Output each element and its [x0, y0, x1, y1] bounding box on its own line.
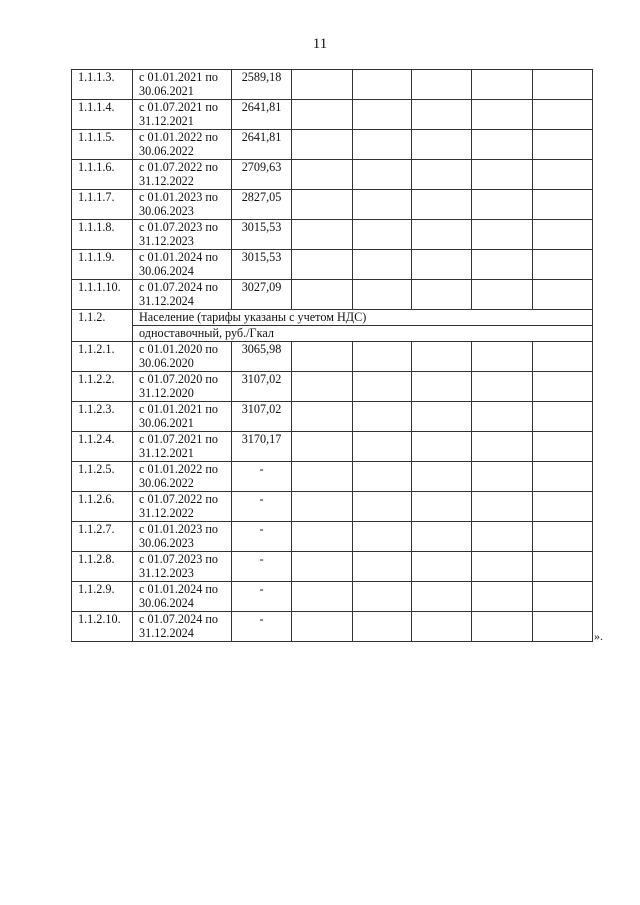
empty-cell — [533, 492, 593, 522]
row-value: 3107,02 — [232, 402, 292, 432]
empty-cell — [412, 522, 472, 552]
section-subtitle-row — [72, 326, 593, 342]
row-number: 1.1.2.7. — [72, 522, 133, 552]
table-row — [72, 402, 593, 432]
empty-cell — [533, 250, 593, 280]
empty-cell — [292, 612, 353, 642]
empty-cell — [412, 582, 472, 612]
row-period: с 01.01.2023 по 30.06.2023 — [133, 190, 232, 220]
section-subtitle: одноставочный, руб./Гкал — [133, 326, 593, 342]
table-row — [72, 372, 593, 402]
empty-cell — [472, 372, 533, 402]
row-number: 1.1.2.9. — [72, 582, 133, 612]
table-row — [72, 582, 593, 612]
empty-cell — [353, 342, 412, 372]
empty-cell — [412, 612, 472, 642]
row-number: 1.1.1.3. — [72, 70, 133, 100]
row-period: с 01.01.2024 по 30.06.2024 — [133, 582, 232, 612]
empty-cell — [412, 552, 472, 582]
table-row — [72, 522, 593, 552]
row-number: 1.1.2.10. — [72, 612, 133, 642]
empty-cell — [533, 160, 593, 190]
empty-cell — [533, 552, 593, 582]
empty-cell — [472, 522, 533, 552]
empty-cell — [292, 220, 353, 250]
empty-cell — [353, 462, 412, 492]
row-number: 1.1.2.6. — [72, 492, 133, 522]
empty-cell — [412, 432, 472, 462]
empty-cell — [533, 100, 593, 130]
row-value: 2709,63 — [232, 160, 292, 190]
page-number: 11 — [312, 36, 328, 52]
empty-cell — [292, 402, 353, 432]
empty-cell — [533, 280, 593, 310]
row-value: - — [232, 552, 292, 582]
section-title: Население (тарифы указаны с учетом НДС) — [133, 310, 593, 326]
table-row — [72, 612, 593, 642]
empty-cell — [472, 280, 533, 310]
empty-cell — [533, 402, 593, 432]
empty-cell — [472, 462, 533, 492]
table-row — [72, 280, 593, 310]
section-population — [72, 310, 593, 342]
row-number: 1.1.1.9. — [72, 250, 133, 280]
empty-cell — [412, 492, 472, 522]
table-row — [72, 432, 593, 462]
row-period: с 01.01.2022 по 30.06.2022 — [133, 130, 232, 160]
row-period: с 01.01.2023 по 30.06.2023 — [133, 522, 232, 552]
empty-cell — [472, 402, 533, 432]
row-value: - — [232, 462, 292, 492]
row-period: с 01.07.2023 по 31.12.2023 — [133, 552, 232, 582]
row-period: с 01.07.2024 по 31.12.2024 — [133, 280, 232, 310]
row-period: с 01.01.2022 по 30.06.2022 — [133, 462, 232, 492]
empty-cell — [533, 342, 593, 372]
table-row — [72, 70, 593, 100]
empty-cell — [472, 552, 533, 582]
empty-cell — [353, 552, 412, 582]
row-number: 1.1.2.1. — [72, 342, 133, 372]
empty-cell — [292, 100, 353, 130]
row-value: 3170,17 — [232, 432, 292, 462]
section-number: 1.1.2. — [72, 310, 133, 342]
empty-cell — [412, 190, 472, 220]
row-value: 2641,81 — [232, 130, 292, 160]
row-value: - — [232, 492, 292, 522]
row-period: с 01.07.2023 по 31.12.2023 — [133, 220, 232, 250]
empty-cell — [472, 582, 533, 612]
empty-cell — [292, 552, 353, 582]
table-row — [72, 552, 593, 582]
empty-cell — [472, 100, 533, 130]
table-row — [72, 492, 593, 522]
empty-cell — [533, 522, 593, 552]
empty-cell — [412, 462, 472, 492]
row-period: с 01.07.2021 по 31.12.2021 — [133, 432, 232, 462]
empty-cell — [292, 190, 353, 220]
empty-cell — [472, 492, 533, 522]
row-period: с 01.07.2024 по 31.12.2024 — [133, 612, 232, 642]
empty-cell — [353, 100, 412, 130]
tariff-rows-group-2 — [72, 342, 593, 642]
empty-cell — [472, 160, 533, 190]
row-period: с 01.07.2022 по 31.12.2022 — [133, 160, 232, 190]
row-number: 1.1.2.5. — [72, 462, 133, 492]
empty-cell — [353, 582, 412, 612]
empty-cell — [412, 160, 472, 190]
empty-cell — [292, 372, 353, 402]
empty-cell — [353, 130, 412, 160]
row-period: с 01.01.2020 по 30.06.2020 — [133, 342, 232, 372]
row-period: с 01.01.2024 по 30.06.2024 — [133, 250, 232, 280]
empty-cell — [533, 70, 593, 100]
empty-cell — [292, 522, 353, 552]
empty-cell — [533, 432, 593, 462]
row-number: 1.1.1.5. — [72, 130, 133, 160]
empty-cell — [412, 70, 472, 100]
row-number: 1.1.2.8. — [72, 552, 133, 582]
row-value: 3027,09 — [232, 280, 292, 310]
row-period: с 01.01.2021 по 30.06.2021 — [133, 402, 232, 432]
empty-cell — [412, 402, 472, 432]
closing-quote: ». — [594, 629, 603, 643]
row-period: с 01.07.2021 по 31.12.2021 — [133, 100, 232, 130]
table-row — [72, 220, 593, 250]
row-period: с 01.07.2022 по 31.12.2022 — [133, 492, 232, 522]
row-value: 3015,53 — [232, 220, 292, 250]
empty-cell — [292, 432, 353, 462]
empty-cell — [292, 280, 353, 310]
empty-cell — [353, 160, 412, 190]
empty-cell — [412, 372, 472, 402]
row-number: 1.1.1.7. — [72, 190, 133, 220]
row-number: 1.1.1.8. — [72, 220, 133, 250]
row-period: с 01.01.2021 по 30.06.2021 — [133, 70, 232, 100]
empty-cell — [353, 250, 412, 280]
empty-cell — [533, 462, 593, 492]
empty-cell — [292, 250, 353, 280]
empty-cell — [412, 250, 472, 280]
table-row — [72, 160, 593, 190]
empty-cell — [533, 372, 593, 402]
row-value: - — [232, 522, 292, 552]
empty-cell — [412, 280, 472, 310]
row-number: 1.1.2.2. — [72, 372, 133, 402]
tariff-table — [71, 69, 593, 642]
empty-cell — [472, 612, 533, 642]
row-number: 1.1.1.4. — [72, 100, 133, 130]
empty-cell — [353, 612, 412, 642]
empty-cell — [353, 522, 412, 552]
empty-cell — [472, 190, 533, 220]
empty-cell — [472, 250, 533, 280]
table-row — [72, 130, 593, 160]
empty-cell — [472, 342, 533, 372]
row-value: 2827,05 — [232, 190, 292, 220]
empty-cell — [292, 70, 353, 100]
row-value: 3065,98 — [232, 342, 292, 372]
row-number: 1.1.1.10. — [72, 280, 133, 310]
empty-cell — [412, 220, 472, 250]
empty-cell — [353, 220, 412, 250]
empty-cell — [472, 130, 533, 160]
table-row — [72, 100, 593, 130]
empty-cell — [292, 342, 353, 372]
empty-cell — [412, 100, 472, 130]
row-value: - — [232, 612, 292, 642]
row-value: 3107,02 — [232, 372, 292, 402]
empty-cell — [533, 190, 593, 220]
row-value: 3015,53 — [232, 250, 292, 280]
row-period: с 01.07.2020 по 31.12.2020 — [133, 372, 232, 402]
empty-cell — [353, 402, 412, 432]
empty-cell — [353, 432, 412, 462]
row-number: 1.1.2.3. — [72, 402, 133, 432]
empty-cell — [292, 462, 353, 492]
row-number: 1.1.1.6. — [72, 160, 133, 190]
row-number: 1.1.2.4. — [72, 432, 133, 462]
empty-cell — [353, 190, 412, 220]
row-value: 2641,81 — [232, 100, 292, 130]
empty-cell — [472, 432, 533, 462]
empty-cell — [533, 612, 593, 642]
tariff-rows-group-1 — [72, 70, 593, 310]
row-value: - — [232, 582, 292, 612]
empty-cell — [533, 130, 593, 160]
empty-cell — [412, 130, 472, 160]
empty-cell — [292, 160, 353, 190]
empty-cell — [353, 372, 412, 402]
section-header-row — [72, 310, 593, 326]
table-row — [72, 342, 593, 372]
empty-cell — [292, 130, 353, 160]
empty-cell — [472, 220, 533, 250]
empty-cell — [472, 70, 533, 100]
table-row — [72, 250, 593, 280]
empty-cell — [412, 342, 472, 372]
empty-cell — [292, 492, 353, 522]
empty-cell — [353, 280, 412, 310]
empty-cell — [353, 70, 412, 100]
row-value: 2589,18 — [232, 70, 292, 100]
empty-cell — [533, 582, 593, 612]
empty-cell — [353, 492, 412, 522]
empty-cell — [533, 220, 593, 250]
table-row — [72, 462, 593, 492]
empty-cell — [292, 582, 353, 612]
table-row — [72, 190, 593, 220]
